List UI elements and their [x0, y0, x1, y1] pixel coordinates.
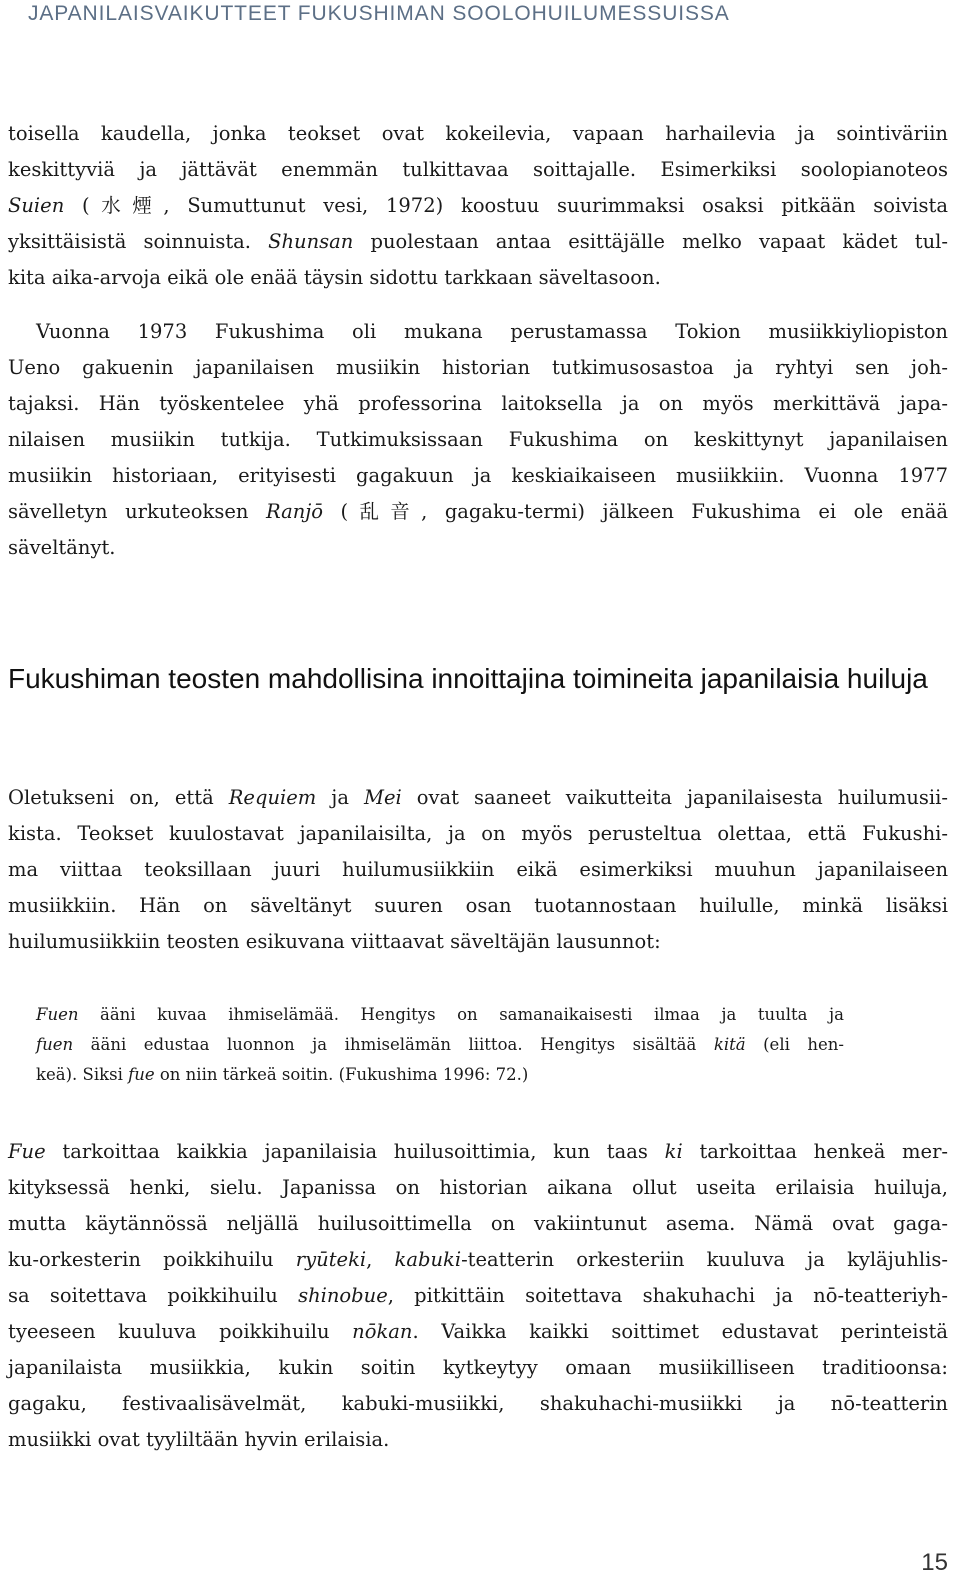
paragraph-line: musiikkiin. Hän on säveltänyt suuren osan tuotannostaan huilulle, minkä lisäksi: [8, 894, 948, 917]
text-run: ääni edustaa luonnon ja ihmiselämän liittoa. Hengitys sisältää: [73, 1035, 714, 1054]
paragraph-line: keskittyviä ja jättävät enemmän tulkittavaa soittajalle. Esimerkiksi soolopianoteos: [8, 158, 948, 181]
paragraph-line: huilumusiikkiin teosten esikuvana viittaavat säveltäjän lausunnot:: [8, 930, 661, 953]
paragraph-line: japanilaista musiikkia, kukin soitin kytkeytyy omaan musiikilliseen traditioonsa:: [8, 1356, 948, 1379]
term-kabuki: kabuki: [394, 1248, 462, 1271]
paragraph-line: kityksessä henki, sielu. Japanissa on historian aikana ollut useita erilaisia huiluja,: [8, 1176, 948, 1199]
paragraph-line: mutta käytännössä neljällä huilusoittimella on vakiintunut asema. Nämä ovat gaga-: [8, 1212, 948, 1235]
term-kita: kitä: [713, 1035, 746, 1054]
paragraph-line: [8, 1242, 948, 1278]
paragraph-line: musiikki ovat tyyliltään hyvin erilaisia.: [8, 1428, 390, 1451]
paragraph-line: Ueno gakuenin japanilaisen musiikin historian tutkimusosastoa ja ryhtyi sen joh-: [8, 356, 948, 379]
quote-line: [36, 1030, 844, 1060]
text-run: on niin tärkeä soitin. (Fukushima 1996: 72.): [154, 1065, 529, 1084]
term-fue: fue: [128, 1065, 155, 1084]
text-run: , pitkittäin soitettava shakuhachi ja nō-teatteriyh-: [387, 1284, 948, 1307]
text-run: (水煙, Sumuttunut vesi, 1972) koostuu suurimmaksi osaksi pitkään soivista: [64, 194, 948, 217]
paragraph-3: [8, 780, 948, 960]
term-ryuteki: ryūteki: [295, 1248, 367, 1271]
text-run: (乱音, gagaku-termi) jälkeen Fukushima ei ole enää: [323, 500, 948, 523]
text-run: tarkoittaa henkeä mer-: [682, 1140, 948, 1163]
text-run: . Vaikka kaikki soittimet edustavat perinteistä: [412, 1320, 948, 1343]
paragraph-line: [8, 188, 948, 224]
text-run: (eli hen-: [745, 1035, 844, 1054]
section-heading: Fukushiman teosten mahdollisina innoittajina toimineita japanilaisia huiluja: [8, 663, 928, 694]
term-fuen: fuen: [36, 1035, 74, 1054]
text-run: sa soitettava poikkihuilu: [8, 1284, 299, 1307]
paragraph-line: tajaksi. Hän työskentelee yhä professorina laitoksella ja on myös merkittävä japa-: [8, 392, 948, 415]
term-fue: Fue: [8, 1140, 46, 1163]
text-run: ja: [316, 786, 365, 809]
paragraph-line: [8, 224, 948, 260]
paragraph-line: ma viittaa teoksillaan juuri huilumusiikkiin eikä esimerkiksi muuhun japanilaiseen: [8, 858, 948, 881]
text-run: sävelletyn urkuteoksen: [8, 500, 266, 523]
paragraph-line: nilaisen musiikin tutkija. Tutkimuksissaan Fukushima on keskittynyt japanilaisen: [8, 428, 948, 451]
page-number: 15: [921, 1549, 948, 1576]
work-title-shunsan: Shunsan: [268, 230, 354, 253]
work-title-ranjo: Ranjō: [265, 500, 324, 523]
text-run: ku-orkesterin poikkihuilu: [8, 1248, 296, 1271]
text-run: -teatterin orkesteriin kuuluva ja kyläjuhlis-: [461, 1248, 948, 1271]
paragraph-line: [8, 1134, 948, 1170]
term-nokan: nōkan: [352, 1320, 413, 1343]
term-shinobue: shinobue: [298, 1284, 388, 1307]
running-head: JAPANILAISVAIKUTTEET FUKUSHIMAN SOOLOHUILUMESSUISSA: [28, 2, 730, 25]
paragraph-line: [8, 1278, 948, 1314]
term-fuen: Fuen: [36, 1005, 79, 1024]
paragraph-4: [8, 1134, 948, 1458]
text-run: puolestaan antaa esittäjälle melko vapaat kädet tul-: [353, 230, 948, 253]
text-run: ovat saaneet vaikutteita japanilaisesta huilumusii-: [401, 786, 948, 809]
text-run: tarkoittaa kaikkia japanilaisia huilusoittimia, kun taas: [45, 1140, 665, 1163]
text-run: Oletukseni on, että: [8, 786, 229, 809]
block-quote: [36, 1000, 844, 1090]
paragraph-line: musiikin historiaan, erityisesti gagakuun ja keskiaikaiseen musiikkiin. Vuonna 1977: [8, 464, 948, 487]
paragraph-line: kista. Teokset kuulostavat japanilaisilta, ja on myös perusteltua olettaa, että Fukushi-: [8, 822, 948, 845]
quote-line: [36, 1060, 844, 1090]
paragraph-line: [8, 1314, 948, 1350]
text-run: yksittäisistä soinnuista.: [8, 230, 269, 253]
text-run: ,: [366, 1248, 395, 1271]
work-title-mei: Mei: [364, 786, 402, 809]
paragraph-line: toisella kaudella, jonka teokset ovat kokeilevia, vapaan harhailevia ja sointiväriin: [8, 122, 948, 145]
paragraph-line: [8, 494, 948, 530]
text-run: tyeeseen kuuluva poikkihuilu: [8, 1320, 353, 1343]
paragraph-line: gagaku, festivaalisävelmät, kabuki-musiikki, shakuhachi-musiikki ja nō-teatterin: [8, 1392, 948, 1415]
paragraph-line: säveltänyt.: [8, 536, 116, 559]
quote-line: [36, 1000, 844, 1030]
paragraph-line: kita aika-arvoja eikä ole enää täysin sidottu tarkkaan säveltasoon.: [8, 266, 661, 289]
paragraph-line: Vuonna 1973 Fukushima oli mukana perustamassa Tokion musiikkiyliopiston: [36, 320, 948, 343]
text-run: keä). Siksi: [36, 1065, 129, 1084]
paragraph-line: [8, 780, 948, 816]
paragraph-1: [8, 116, 948, 296]
term-ki: ki: [664, 1140, 683, 1163]
work-title-suien: Suien: [8, 194, 65, 217]
text-run: ääni kuvaa ihmiselämää. Hengitys on samanaikaisesti ilmaa ja tuulta ja: [78, 1005, 844, 1024]
work-title-requiem: Requiem: [228, 786, 317, 809]
paragraph-2: [8, 314, 948, 566]
